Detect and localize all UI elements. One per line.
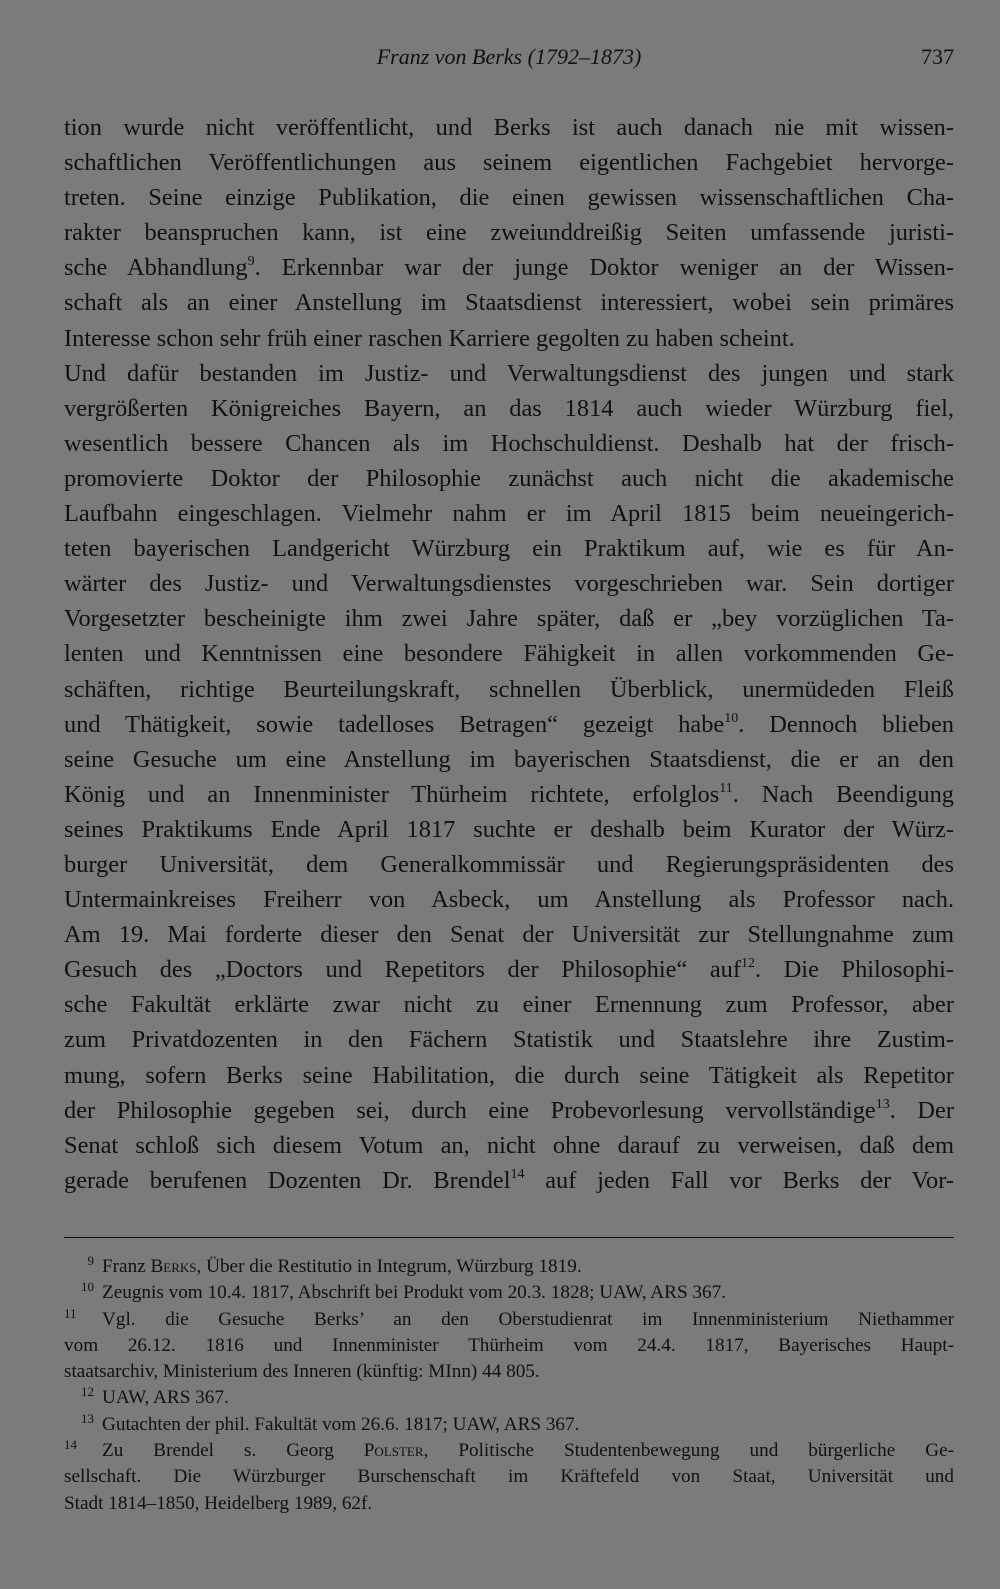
body-line: zum Privatdozenten in den Fächern Statistik und Staatslehre ihre Zustim- xyxy=(64,1026,954,1054)
footnote-reference: 9 xyxy=(247,254,255,270)
body-line: vergrößerten Königreiches Bayern, an das 1814 auch wieder Würzburg fiel, xyxy=(64,394,954,422)
body-line: Laufbahn eingeschlagen. Vielmehr nahm er im April 1815 beim neueingerich- xyxy=(64,500,954,528)
footnote-line: 11 Vgl. die Gesuche Berks’ an den Oberstudienrat im Innenministerium Niethammer xyxy=(64,1305,954,1330)
body-line: schäften, richtige Beurteilungskraft, schnellen Überblick, unermüdeden Fleiß xyxy=(64,675,954,703)
body-line: sche Abhandlung$^9$. Erkennbar war der junge Doktor weniger an der Wissen- xyxy=(64,254,954,282)
footnote-reference: 10 xyxy=(724,710,739,726)
body-line: der Philosophie gegeben sei, durch eine Probevorlesung vervollständige$^{13}$. Der xyxy=(64,1096,954,1124)
footnote-reference: 13 xyxy=(875,1096,890,1112)
body-line: Senat schloß sich diesem Votum an, nicht ohne darauf zu verweisen, daß dem xyxy=(64,1131,954,1159)
body-line: lenten und Kenntnissen eine besondere Fähigkeit in allen vorkommenden Ge- xyxy=(64,640,954,668)
body-line: mung, sofern Berks seine Habilitation, die durch seine Tätigkeit als Repetitor xyxy=(64,1061,954,1089)
footnote-line: vom 26.12. 1816 und Innenminister Thürheim vom 24.4. 1817, Bayerisches Haupt- xyxy=(64,1334,954,1356)
footnote-line: 13 Gutachten der phil. Fakultät vom 26.6. 1817; UAW, ARS 367. xyxy=(81,1410,580,1435)
footnote-line: sellschaft. Die Würzburger Burschenschaft im Kräftefeld von Staat, Universität und xyxy=(64,1466,954,1488)
body-line: burger Universität, dem Generalkommissär und Regierungspräsidenten des xyxy=(64,850,954,878)
body-line: Vorgesetzter bescheinigte ihm zwei Jahre später, daß er „bey vorzüglichen Ta- xyxy=(64,605,954,633)
footnote-line: Stadt 1814–1850, Heidelberg 1989, 62f. xyxy=(64,1492,373,1514)
body-line: Am 19. Mai forderte dieser den Senat der Universität zur Stellungnahme zum xyxy=(64,921,954,949)
footnote-reference: 11 xyxy=(719,780,733,796)
page-header xyxy=(64,44,954,78)
body-line: treten. Seine einzige Publikation, die einen gewissen wissenschaftlichen Cha- xyxy=(64,184,954,212)
body-line: Gesuch des „Doctors und Repetitors der Philosophie“ auf$^{12}$. Die Philosophi- xyxy=(64,956,954,984)
body-line: Und dafür bestanden im Justiz- und Verwaltungsdienst des jungen und stark xyxy=(64,359,954,387)
footnotes xyxy=(64,1254,954,1517)
body-line: teten bayerischen Landgericht Würzburg ein Praktikum auf, wie es für An- xyxy=(64,535,954,563)
body-line: und Thätigkeit, sowie tadelloses Betragen“ gezeigt habe$^{10}$. Dennoch blieben xyxy=(64,710,954,738)
footnote-rule xyxy=(64,1237,954,1238)
body-line: schaftlichen Veröffentlichungen aus seinem eigentlichen Fachgebiet hervorge- xyxy=(64,149,954,177)
body-line: gerade berufenen Dozenten Dr. Brendel$^{14}$ auf jeden Fall vor Berks der Vor- xyxy=(64,1166,954,1194)
footnote-line: 10 Zeugnis vom 10.4. 1817, Abschrift bei Produkt vom 20.3. 1828; UAW, ARS 367. xyxy=(81,1279,727,1304)
footnote-line: 9 Franz Berks, Über die Restitutio in Integrum, Würzburg 1819. xyxy=(87,1253,582,1277)
footnote-line: 14 Zu Brendel s. Georg Polster, Politische Studentenbewegung und bürgerliche Ge- xyxy=(64,1437,955,1462)
body-line: Interesse schon sehr früh einer raschen Karriere gegolten zu haben scheint. xyxy=(64,324,795,352)
body-line: seine Gesuche um eine Anstellung im bayerischen Staatsdienst, die er an den xyxy=(64,745,954,773)
body-line: wesentlich bessere Chancen als im Hochschuldienst. Deshalb hat der frisch- xyxy=(64,429,954,457)
body-line: promovierte Doktor der Philosophie zunächst auch nicht die akademische xyxy=(64,464,954,492)
body-line: sche Fakultät erklärte zwar nicht zu einer Ernennung zum Professor, aber xyxy=(64,991,954,1019)
body-line: tion wurde nicht veröffentlicht, und Berks ist auch danach nie mit wissen- xyxy=(64,114,954,141)
body-line: schaft als an einer Anstellung im Staatsdienst interessiert, wobei sein primäres xyxy=(64,289,954,317)
body-line: wärter des Justiz- und Verwaltungsdienstes vorgeschrieben war. Sein dortiger xyxy=(64,570,954,598)
footnote-line: staatsarchiv, Ministerium des Inneren (künftig: MInn) 44 805. xyxy=(64,1361,540,1383)
body-line: Untermainkreises Freiherr von Asbeck, um Anstellung als Professor nach. xyxy=(64,886,954,914)
body-line: seines Praktikums Ende April 1817 suchte er deshalb beim Kurator der Würz- xyxy=(64,815,954,843)
body-text xyxy=(64,110,954,1198)
page-number: 737 xyxy=(921,44,954,69)
footnote-line: 12 UAW, ARS 367. xyxy=(81,1384,229,1409)
footnote-reference: 14 xyxy=(510,1166,525,1182)
running-title: Franz von Berks (1792–1873) xyxy=(376,44,642,69)
body-line: König und an Innenminister Thürheim richtete, erfolglos$^{11}$. Nach Beendigung xyxy=(64,780,955,808)
footnote-reference: 12 xyxy=(741,956,755,972)
body-line: rakter beanspruchen kann, ist eine zweiunddreißig Seiten umfassende juristi- xyxy=(64,219,954,247)
